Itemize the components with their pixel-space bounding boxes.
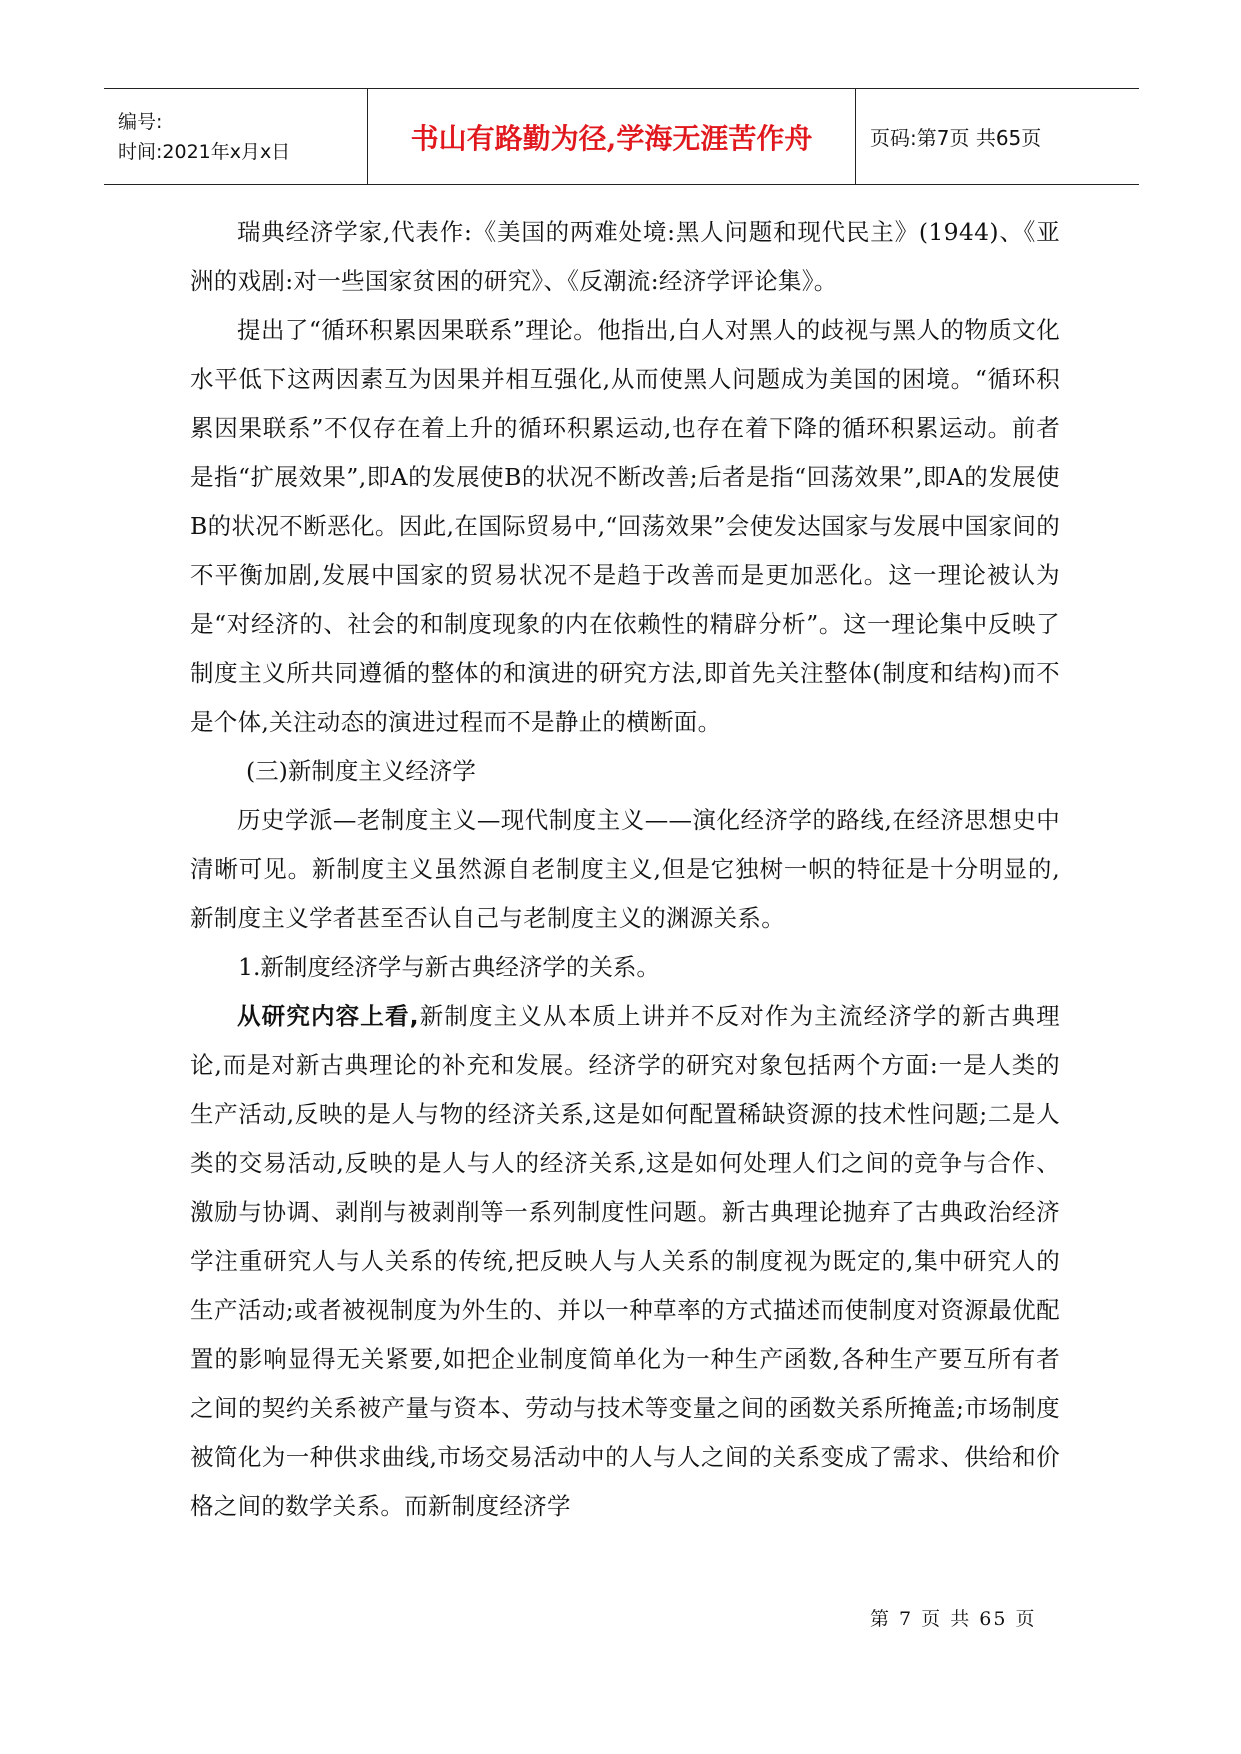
- header-page-info: 页码:第7页 共65页: [870, 126, 1042, 150]
- paragraph-historical-lineage: 历史学派—老制度主义—现代制度主义——演化经济学的路线,在经济思想史中清晰可见。新制度主义虽然源自老制度主义,但是它独树一帜的特征是十分明显的,新制度主义学者甚至否认自己与老制度主义的渊源关系。: [190, 806, 1060, 932]
- section-heading-new-institutionalism: (三)新制度主义经济学: [246, 757, 476, 785]
- paragraph-body-text: 新制度主义从本质上讲并不反对作为主流经济学的新古典理论,而是对新古典理论的补充和发展。经济学的研究对象包括两个方面:一是人类的生产活动,反映的是人与物的经济关系,这是如何配置稀缺资源的技术性问题;二是人类的交易活动,反映的是人与人的经济关系,这是如何处理人们之间的竞争与合作、激励与协调、剥削与被剥削等一系列制度性问题。新古典理论抛弃了古典政治经济学注重研究人与人关系的传统,把反映人与人关系的制度视为既定的,集中研究人的生产活动;或者被视制度为外生的、并以一种草率的方式描述而使制度对资源最优配置的影响显得无关紧要,如把企业制度简单化为一种生产函数,各种生产要互所有者之间的契约关系被产量与资本、劳动与技术等变量之间的函数关系所掩盖;市场制度被简化为一种供求曲线,市场交易活动中的人与人之间的关系变成了需求、供给和价格之间的数学关系。而新制度经济学: [190, 1002, 1060, 1520]
- document-time-label: 时间:2021年x月x日: [118, 140, 291, 163]
- paragraph-circular-causation: 提出了“循环积累因果联系”理论。他指出,白人对黑人的歧视与黑人的物质文化水平低下这两因素互为因果并相互强化,从而使黑人问题成为美国的困境。“循环积累因果联系”不仅存在着上升的循环积累运动,也存在着下降的循环积累运动。前者是指“扩展效果”,即A的发展使B的状况不断改善;后者是指“回荡效果”,即A的发展使B的状况不断恶化。因此,在国际贸易中,“回荡效果”会使发达国家与发展中国家间的不平衡加剧,发展中国家的贸易状况不是趋于改善而是更加恶化。这一理论被认为是“对经济的、社会的和制度现象的内在依赖性的精辟分析”。这一理论集中反映了制度主义所共同遵循的整体的和演进的研究方法,即首先关注整体(制度和结构)而不是个体,关注动态的演进过程而不是静止的横断面。: [190, 316, 1060, 736]
- header-meta-cell: [104, 89, 368, 184]
- page-header: [104, 88, 1139, 185]
- header-motto: 书山有路勤为径,学海无涯苦作舟: [368, 89, 856, 184]
- paragraph-research-content: [190, 992, 1060, 1531]
- document-number-label: 编号:: [118, 110, 163, 133]
- page-footer-number: 第 7 页 共 65 页: [870, 1608, 1037, 1630]
- paragraph-author-works: 瑞典经济学家,代表作:《美国的两难处境:黑人问题和现代民主》(1944)、《亚洲的戏剧:对一些国家贫困的研究》、《反潮流:经济学评论集》。: [190, 218, 1060, 295]
- document-body: [190, 208, 1060, 1531]
- paragraph-lead-phrase: 从研究内容上看,: [237, 1002, 419, 1030]
- subsection-heading-relationship: 1.新制度经济学与新古典经济学的关系。: [238, 953, 660, 981]
